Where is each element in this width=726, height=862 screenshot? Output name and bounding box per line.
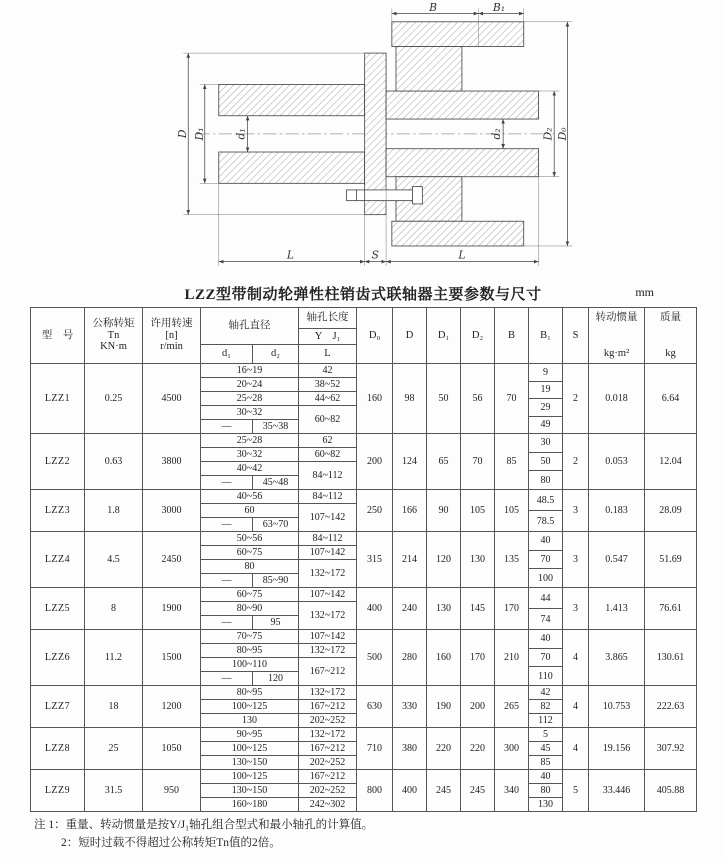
b1-subcell: 30 (540, 437, 551, 449)
length-cell: 107~142 (299, 504, 357, 532)
B1-cell (529, 588, 563, 630)
b1-subcell: 74 (529, 608, 562, 629)
b1-subcell: 48.5 (536, 494, 555, 506)
bore-cell: 70~75 (201, 630, 299, 644)
B-cell: 210 (495, 630, 529, 686)
mass-cell: 28.09 (645, 490, 697, 532)
B1-cell (529, 490, 563, 532)
S-cell: 4 (563, 630, 589, 686)
speed-symbol: [n] (165, 329, 178, 341)
D2-cell: 170 (461, 630, 495, 686)
bore-cell: 130~150 (201, 784, 299, 798)
D0-cell: 500 (357, 630, 393, 686)
D1-cell: 130 (427, 588, 461, 630)
D2-cell: 220 (461, 728, 495, 770)
spec-table-head (31, 308, 697, 364)
B1-cell (529, 364, 563, 434)
col-d1: d₁ (201, 345, 253, 364)
b1-stack (529, 434, 562, 489)
model-cell: LZZ8 (31, 728, 85, 770)
D-cell: 280 (393, 630, 427, 686)
bore-cell: 130 (201, 714, 299, 728)
length-cell: 107~142 (299, 630, 357, 644)
speed-cell: 1050 (143, 728, 201, 770)
S-cell: 2 (563, 364, 589, 434)
S-cell: 5 (563, 770, 589, 812)
bore-cell: 160~180 (201, 798, 299, 812)
speed-cell: 1200 (143, 686, 201, 728)
spec-subrow (31, 686, 697, 700)
length-cell: 42 (299, 364, 357, 378)
b1-subcell: 19 (529, 381, 562, 399)
bore-cell: 60 (201, 504, 299, 518)
mass-cell: 405.88 (645, 770, 697, 812)
b1-stack (529, 686, 562, 727)
length-cell: 132~172 (299, 728, 357, 742)
D2-cell: 245 (461, 770, 495, 812)
dim-d1: d₁ (234, 128, 248, 140)
speed-cell: 4500 (143, 364, 201, 434)
table-title: LZZ型带制动轮弹性柱销齿式联轴器主要参数与尺寸 (184, 287, 542, 303)
speed-cell: 3800 (143, 434, 201, 490)
b1-subcell: 9 (543, 366, 548, 378)
torque-cell: 8 (85, 588, 143, 630)
D1-cell: 65 (427, 434, 461, 490)
col-d2: d₂ (253, 345, 299, 364)
b1-subcell: 70 (529, 550, 562, 569)
spec-subrow (31, 532, 697, 546)
torque-cell: 0.63 (85, 434, 143, 490)
spec-subrow (31, 434, 697, 448)
S-cell: 3 (563, 490, 589, 532)
spec-subrow (31, 728, 697, 742)
length-cell: 167~212 (299, 742, 357, 756)
b1-subcell: 42 (540, 687, 551, 698)
D2-cell: 56 (461, 364, 495, 434)
model-cell: LZZ1 (31, 364, 85, 434)
inertia-cell: 0.053 (589, 434, 645, 490)
B1-cell (529, 686, 563, 728)
bore-d1-cell: — (201, 574, 253, 588)
bore-d2-cell: 95 (253, 616, 299, 630)
col-D: D (393, 308, 427, 364)
bore-cell: 40~42 (201, 462, 299, 476)
inertia-cell: 10.753 (589, 686, 645, 728)
model-cell: LZZ2 (31, 434, 85, 490)
D1-cell: 245 (427, 770, 461, 812)
D1-cell: 190 (427, 686, 461, 728)
D-cell: 214 (393, 532, 427, 588)
bore-cell: 60~75 (201, 588, 299, 602)
figure-area (0, 2, 726, 279)
B-cell: 70 (495, 364, 529, 434)
B-cell: 85 (495, 434, 529, 490)
dim-S: S (371, 248, 380, 262)
B-cell: 265 (495, 686, 529, 728)
D0-cell: 630 (357, 686, 393, 728)
torque-symbol: Tn (107, 329, 120, 341)
inertia-cell: 19.156 (589, 728, 645, 770)
b1-subcell: 130 (529, 797, 562, 811)
speed-label: 许用转速 (150, 318, 193, 330)
bore-cell: 30~32 (201, 406, 299, 420)
D-cell: 380 (393, 728, 427, 770)
speed-cell: 1500 (143, 630, 201, 686)
length-cell: 167~212 (299, 770, 357, 784)
bore-d1-cell: — (201, 518, 253, 532)
note-2: 2：短时过载不得超过公称转矩Tn值的2倍。 (61, 836, 281, 849)
mass-cell: 222.63 (645, 686, 697, 728)
b1-subcell: 112 (529, 713, 562, 727)
b1-subcell: 45 (529, 741, 562, 755)
mass-cell: 130.61 (645, 630, 697, 686)
dim-D1: D₁ (193, 127, 207, 141)
bore-d2-cell: 85~90 (253, 574, 299, 588)
bore-cell: 20~24 (201, 378, 299, 392)
bore-cell: 80~95 (201, 686, 299, 700)
b1-subcell: 49 (529, 416, 562, 434)
bore-cell: 90~95 (201, 728, 299, 742)
B-cell: 170 (495, 588, 529, 630)
D2-cell: 145 (461, 588, 495, 630)
inertia-unit: kg·m² (603, 347, 630, 359)
bore-cell: 30~32 (201, 448, 299, 462)
b1-stack (529, 630, 562, 685)
b1-subcell: 40 (540, 633, 551, 645)
notes (34, 817, 714, 853)
bore-d2-cell: 35~38 (253, 420, 299, 434)
spec-subrow (31, 770, 697, 784)
B1-cell (529, 770, 563, 812)
col-mass (645, 308, 697, 364)
b1-subcell: 82 (529, 699, 562, 713)
S-cell: 4 (563, 728, 589, 770)
b1-subcell: 110 (529, 666, 562, 685)
B-cell: 300 (495, 728, 529, 770)
inertia-cell: 33.446 (589, 770, 645, 812)
D-cell: 330 (393, 686, 427, 728)
length-cell: 202~252 (299, 714, 357, 728)
B1-cell (529, 728, 563, 770)
length-cell: 107~142 (299, 546, 357, 560)
b1-subcell: 40 (540, 771, 551, 782)
bore-cell: 100~125 (201, 770, 299, 784)
D0-cell: 315 (357, 532, 393, 588)
torque-cell: 0.25 (85, 364, 143, 434)
bore-cell: 60~75 (201, 546, 299, 560)
torque-cell: 11.2 (85, 630, 143, 686)
bore-d1-cell: — (201, 616, 253, 630)
length-cell: 107~142 (299, 588, 357, 602)
inertia-cell: 3.865 (589, 630, 645, 686)
torque-label: 公称转矩 (92, 318, 135, 330)
length-cell: 84~112 (299, 532, 357, 546)
D0-cell: 250 (357, 490, 393, 532)
b1-subcell: 44 (540, 592, 551, 604)
header-row-1 (31, 308, 697, 329)
model-cell: LZZ3 (31, 490, 85, 532)
col-D0: D₀ (357, 308, 393, 364)
b1-subcell: 78.5 (529, 510, 562, 531)
inertia-cell: 1.413 (589, 588, 645, 630)
spec-subrow (31, 630, 697, 644)
col-bore-group: 轴孔直径 (201, 308, 299, 345)
length-cell: 132~172 (299, 560, 357, 588)
col-B: B (495, 308, 529, 364)
model-cell: LZZ9 (31, 770, 85, 812)
bore-cell: 100~110 (201, 658, 299, 672)
speed-unit: r/min (160, 341, 183, 353)
b1-stack (529, 490, 562, 531)
b1-stack (529, 364, 562, 433)
torque-cell: 31.5 (85, 770, 143, 812)
S-cell: 4 (563, 686, 589, 728)
bore-cell: 130~150 (201, 756, 299, 770)
coupling-diagram (148, 2, 578, 274)
b1-stack (529, 770, 562, 811)
D1-cell: 50 (427, 364, 461, 434)
bore-d2-cell: 120 (253, 672, 299, 686)
length-cell: 60~82 (299, 448, 357, 462)
bore-d1-cell: — (201, 476, 253, 490)
b1-stack (529, 588, 562, 629)
D2-cell: 130 (461, 532, 495, 588)
spec-table-body (31, 364, 697, 812)
length-cell: 167~212 (299, 700, 357, 714)
col-S: S (563, 308, 589, 364)
bore-cell: 50~56 (201, 532, 299, 546)
b1-subcell: 80 (529, 470, 562, 489)
bore-cell: 40~56 (201, 490, 299, 504)
col-length-group: 轴孔长度 (299, 308, 357, 329)
D1-cell: 90 (427, 490, 461, 532)
D-cell: 240 (393, 588, 427, 630)
col-speed (143, 308, 201, 364)
col-D2: D₂ (461, 308, 495, 364)
length-cell: 202~252 (299, 756, 357, 770)
dim-B1: B₁ (492, 2, 506, 15)
D0-cell: 800 (357, 770, 393, 812)
B-cell: 340 (495, 770, 529, 812)
D2-cell: 200 (461, 686, 495, 728)
b1-subcell: 40 (540, 535, 551, 547)
length-cell: 132~172 (299, 686, 357, 700)
dim-D0: D₀ (555, 127, 569, 141)
b1-subcell: 50 (529, 452, 562, 471)
col-B1: B₁ (529, 308, 563, 364)
speed-cell: 2450 (143, 532, 201, 588)
length-cell: 60~82 (299, 406, 357, 434)
dim-B: B (429, 2, 437, 15)
bore-cell: 16~19 (201, 364, 299, 378)
b1-subcell: 100 (529, 568, 562, 587)
bore-cell: 80~90 (201, 602, 299, 616)
dim-L-left: L (286, 248, 295, 262)
b1-subcell: 70 (529, 648, 562, 667)
mass-unit: kg (665, 347, 676, 359)
model-cell: LZZ6 (31, 630, 85, 686)
torque-cell: 1.8 (85, 490, 143, 532)
torque-cell: 4.5 (85, 532, 143, 588)
dim-d2: d₂ (489, 128, 503, 140)
D0-cell: 400 (357, 588, 393, 630)
b1-stack (529, 728, 562, 769)
bore-d2-cell: 63~70 (253, 518, 299, 532)
D0-cell: 710 (357, 728, 393, 770)
b1-subcell: 29 (529, 398, 562, 416)
spec-subrow (31, 490, 697, 504)
torque-cell: 18 (85, 686, 143, 728)
col-yj1: Y J₁ (299, 329, 357, 345)
mass-label: 质量 (660, 311, 681, 323)
speed-cell: 1900 (143, 588, 201, 630)
length-cell: 62 (299, 434, 357, 448)
col-D1: D₁ (427, 308, 461, 364)
length-cell: 84~112 (299, 462, 357, 490)
b1-subcell: 85 (529, 755, 562, 769)
D-cell: 166 (393, 490, 427, 532)
length-cell: 38~52 (299, 378, 357, 392)
D0-cell: 200 (357, 434, 393, 490)
speed-cell: 3000 (143, 490, 201, 532)
D-cell: 98 (393, 364, 427, 434)
speed-cell: 950 (143, 770, 201, 812)
length-cell: 132~172 (299, 644, 357, 658)
S-cell: 3 (563, 588, 589, 630)
B1-cell (529, 630, 563, 686)
bore-cell: 80 (201, 560, 299, 574)
col-model: 型 号 (31, 308, 85, 364)
D-cell: 124 (393, 434, 427, 490)
col-inertia (589, 308, 645, 364)
table-title-bar (30, 283, 696, 304)
dim-D: D (175, 129, 189, 139)
length-cell: 44~62 (299, 392, 357, 406)
b1-subcell: 80 (529, 783, 562, 797)
length-cell: 167~212 (299, 658, 357, 686)
col-L: L (299, 345, 357, 364)
length-cell: 132~172 (299, 602, 357, 630)
S-cell: 3 (563, 532, 589, 588)
mass-cell: 12.04 (645, 434, 697, 490)
length-cell: 84~112 (299, 490, 357, 504)
bore-cell: 25~28 (201, 434, 299, 448)
bore-cell: 100~125 (201, 742, 299, 756)
mass-cell: 6.64 (645, 364, 697, 434)
mass-cell: 51.69 (645, 532, 697, 588)
bore-cell: 25~28 (201, 392, 299, 406)
B1-cell (529, 532, 563, 588)
D0-cell: 160 (357, 364, 393, 434)
bore-d1-cell: — (201, 420, 253, 434)
D2-cell: 70 (461, 434, 495, 490)
length-cell: 242~302 (299, 798, 357, 812)
bore-d1-cell: — (201, 672, 253, 686)
D2-cell: 105 (461, 490, 495, 532)
B-cell: 135 (495, 532, 529, 588)
D1-cell: 220 (427, 728, 461, 770)
bore-cell: 100~125 (201, 700, 299, 714)
spec-subrow (31, 364, 697, 378)
unit-label: mm (635, 285, 654, 299)
mass-cell: 76.61 (645, 588, 697, 630)
model-cell: LZZ5 (31, 588, 85, 630)
B-cell: 105 (495, 490, 529, 532)
model-cell: LZZ4 (31, 532, 85, 588)
bore-d2-cell: 45~48 (253, 476, 299, 490)
D1-cell: 160 (427, 630, 461, 686)
spec-subrow (31, 588, 697, 602)
torque-cell: 25 (85, 728, 143, 770)
inertia-cell: 0.183 (589, 490, 645, 532)
b1-subcell: 5 (543, 729, 548, 740)
bore-cell: 80~95 (201, 644, 299, 658)
dim-D2: D₂ (541, 127, 555, 141)
b1-stack (529, 532, 562, 587)
mass-cell: 307.92 (645, 728, 697, 770)
torque-unit: KN·m (100, 341, 127, 353)
spec-table (30, 307, 697, 812)
D1-cell: 120 (427, 532, 461, 588)
dim-L-right: L (458, 248, 466, 262)
length-cell: 202~252 (299, 784, 357, 798)
inertia-label: 转动惯量 (595, 311, 638, 323)
S-cell: 2 (563, 434, 589, 490)
inertia-cell: 0.547 (589, 532, 645, 588)
inertia-cell: 0.018 (589, 364, 645, 434)
note-1: 注 1：重量、转动惯量是按Y/J₁轴孔组合型式和最小轴孔的计算值。 (34, 819, 374, 831)
col-torque (85, 308, 143, 364)
D-cell: 400 (393, 770, 427, 812)
model-cell: LZZ7 (31, 686, 85, 728)
B1-cell (529, 434, 563, 490)
